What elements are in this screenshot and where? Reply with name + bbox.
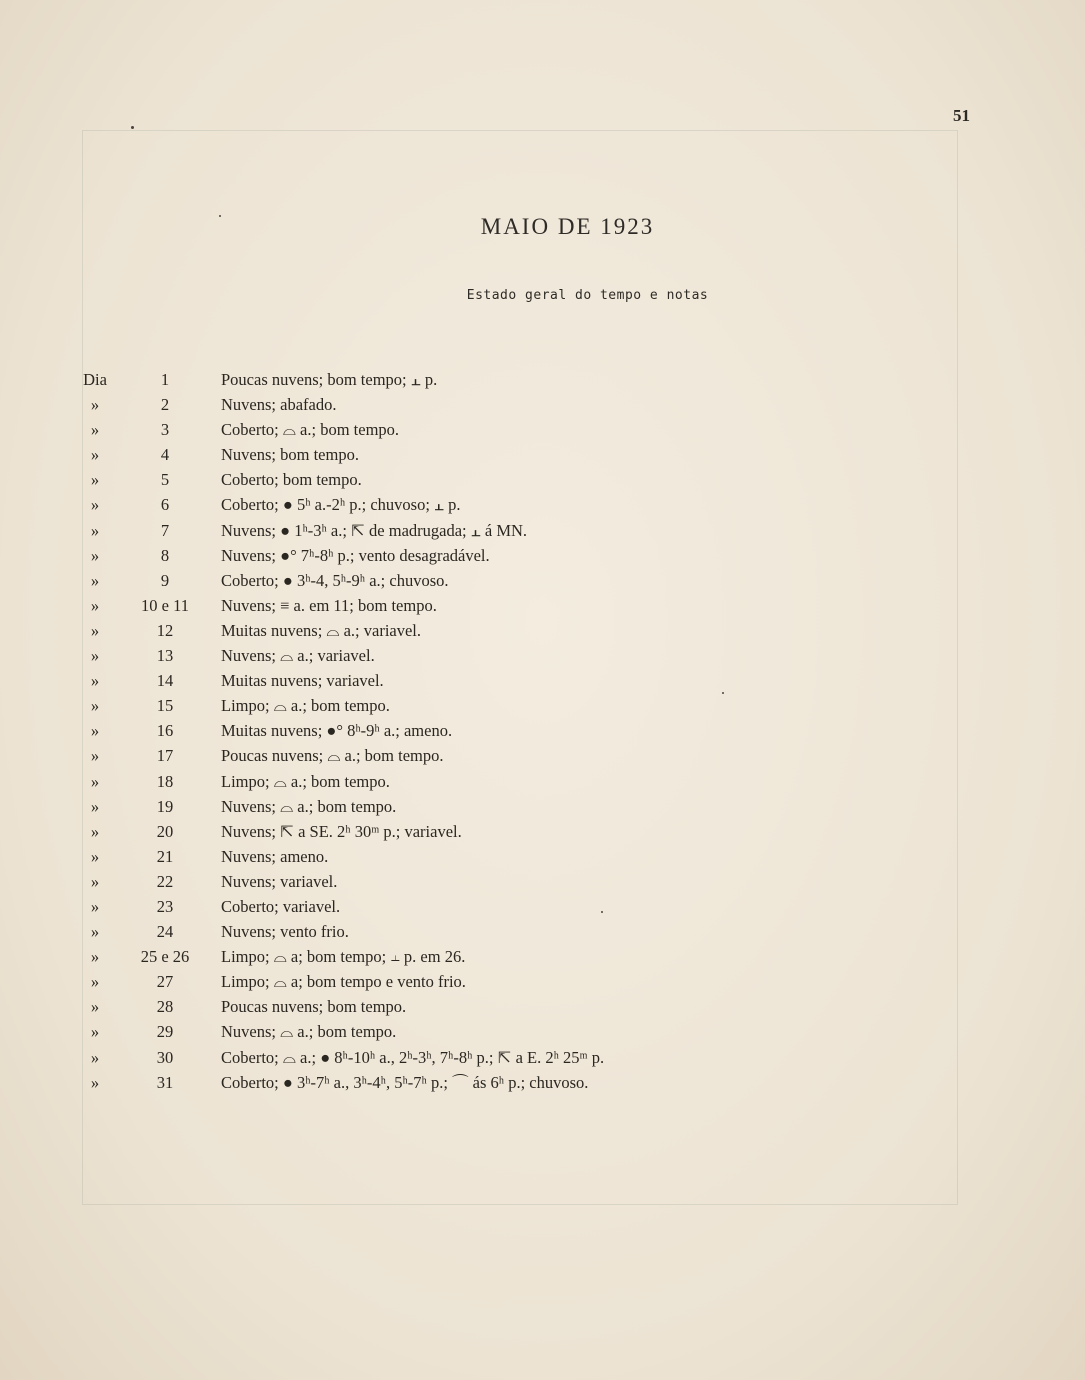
page-title: MAIO DE 1923 [480,214,655,239]
row-day: 25 e 26 [140,947,190,967]
row-day: 1 [160,370,170,389]
row-label: » [90,997,100,1017]
row-day: 2 [160,395,170,415]
row-note: Muitas nuvens; variavel. [221,671,384,691]
row-note: Nuvens; variavel. [221,871,338,891]
row-note: Coberto; ● 3ʰ-4, 5ʰ-9ʰ a.; chuvoso. [221,570,449,590]
row-label: » [90,696,100,716]
row-label: » [90,445,100,465]
row-label: » [90,646,100,666]
row-day: 22 [156,871,174,891]
row-note: Coberto; bom tempo. [221,470,362,490]
row-note: Nuvens; abafado. [221,395,337,415]
row-label: » [90,545,100,565]
section-subtitle: Estado geral do tempo e notas [466,288,709,303]
table-row [78,668,978,693]
row-day: 17 [156,746,174,766]
row-day: 20 [156,821,174,841]
table-row [78,743,978,768]
table-row [78,1045,978,1070]
row-day: 8 [160,545,170,565]
row-label: » [90,947,100,967]
row-day: 3 [160,420,170,440]
table-row [78,1070,978,1095]
table-row [78,467,978,492]
table-row [78,593,978,618]
row-label: » [90,821,100,841]
row-note: Nuvens; ● 1ʰ-3ʰ a.; ⇱ de madrugada; ⫠ á MN. [221,520,528,540]
table-row [78,994,978,1019]
table-row [78,618,978,643]
row-note: Nuvens; ameno. [221,846,329,866]
row-note: Nuvens; ⌓ a.; bom tempo. [221,1022,397,1042]
table-row [78,869,978,894]
row-label: Dia [83,370,107,389]
row-note: Coberto; ⌓ a.; bom tempo. [221,420,400,440]
row-note: Coberto; ● 3ʰ-7ʰ a., 3ʰ-4ʰ, 5ʰ-7ʰ p.; ⌒ ás 6ʰ p.; chuvoso. [221,1072,589,1092]
row-day: 12 [156,620,174,640]
row-label: » [90,470,100,490]
table-row [78,919,978,944]
row-label: » [90,846,100,866]
row-label: » [90,620,100,640]
row-day: 10 e 11 [141,595,189,615]
row-day: 24 [156,922,174,942]
row-note: Muitas nuvens; ⌓ a.; variavel. [221,620,422,640]
table-row [78,769,978,794]
table-row [78,894,978,919]
row-day: 5 [160,470,170,490]
row-day: 16 [156,721,174,741]
row-day: 21 [156,846,174,866]
row-note: Coberto; variavel. [221,896,341,916]
row-day: 13 [156,646,174,666]
row-day: 14 [156,671,174,691]
row-note: Poucas nuvens; ⌓ a.; bom tempo. [221,746,444,766]
table-row [78,944,978,969]
scan-speck [219,215,221,217]
row-note: Limpo; ⌓ a; bom tempo; ⫠ p. em 26. [221,947,466,967]
row-note: Nuvens; ⇱ a SE. 2ʰ 30ᵐ p.; variavel. [221,821,462,841]
row-label: » [90,771,100,791]
row-label: » [90,1047,100,1067]
row-label: » [90,520,100,540]
row-day: 27 [156,972,174,992]
row-note: Limpo; ⌓ a; bom tempo e vento frio. [221,972,466,992]
row-note: Limpo; ⌓ a.; bom tempo. [221,771,390,791]
row-label: » [90,420,100,440]
table-row [78,442,978,467]
row-day: 9 [160,570,170,590]
table-row [78,794,978,819]
scan-speck [131,126,134,129]
row-note: Coberto; ● 5ʰ a.-2ʰ p.; chuvoso; ⫠ p. [221,495,461,515]
table-row [78,819,978,844]
row-day: 19 [156,796,174,816]
row-label: » [90,395,100,415]
table-row [78,568,978,593]
row-day: 15 [156,696,174,716]
row-day: 31 [156,1072,174,1092]
table-row [78,643,978,668]
table-row [78,492,978,517]
row-note: Nuvens; ●° 7ʰ-8ʰ p.; vento desagradável. [221,545,490,565]
row-note: Poucas nuvens; bom tempo. [221,997,407,1017]
row-day: 28 [156,997,174,1017]
row-label: » [90,1022,100,1042]
row-label: » [90,896,100,916]
row-label: » [90,746,100,766]
table-row [78,543,978,568]
row-note: Coberto; ⌓ a.; ● 8ʰ-10ʰ a., 2ʰ-3ʰ, 7ʰ-8ʰ p.; ⇱ a E. 2ʰ 25ᵐ p. [221,1047,605,1067]
weather-notes-list [78,367,978,1095]
row-label: » [90,796,100,816]
table-row [78,1019,978,1044]
row-note: Muitas nuvens; ●° 8ʰ-9ʰ a.; ameno. [221,721,453,741]
row-note: Poucas nuvens; bom tempo; ⫠ p. [221,370,438,389]
row-label: » [90,570,100,590]
row-label: » [90,922,100,942]
table-row [78,693,978,718]
row-label: » [90,721,100,741]
table-row [78,718,978,743]
table-row [78,518,978,543]
row-day: 4 [160,445,170,465]
table-row [78,392,978,417]
table-row [78,844,978,869]
row-day: 23 [156,896,174,916]
row-note: Nuvens; vento frio. [221,922,349,942]
row-label: » [90,972,100,992]
row-label: » [90,495,100,515]
row-day: 18 [156,771,174,791]
row-note: Nuvens; bom tempo. [221,445,359,465]
table-row [78,969,978,994]
row-day: 7 [160,520,170,540]
row-note: Nuvens; ⌓ a.; variavel. [221,646,375,666]
row-label: » [90,671,100,691]
row-note: Limpo; ⌓ a.; bom tempo. [221,696,390,716]
page-number: 51 [953,106,970,125]
row-label: » [90,1072,100,1092]
row-day: 30 [156,1047,174,1067]
scan-speck [722,692,724,694]
row-label: » [90,595,100,615]
row-day: 29 [156,1022,174,1042]
row-day: 6 [160,495,170,515]
row-note: Nuvens; ≡ a. em 11; bom tempo. [221,595,437,615]
row-note: Nuvens; ⌓ a.; bom tempo. [221,796,397,816]
row-label: » [90,871,100,891]
scan-speck [601,911,603,913]
table-row [78,417,978,442]
table-row [78,367,978,392]
